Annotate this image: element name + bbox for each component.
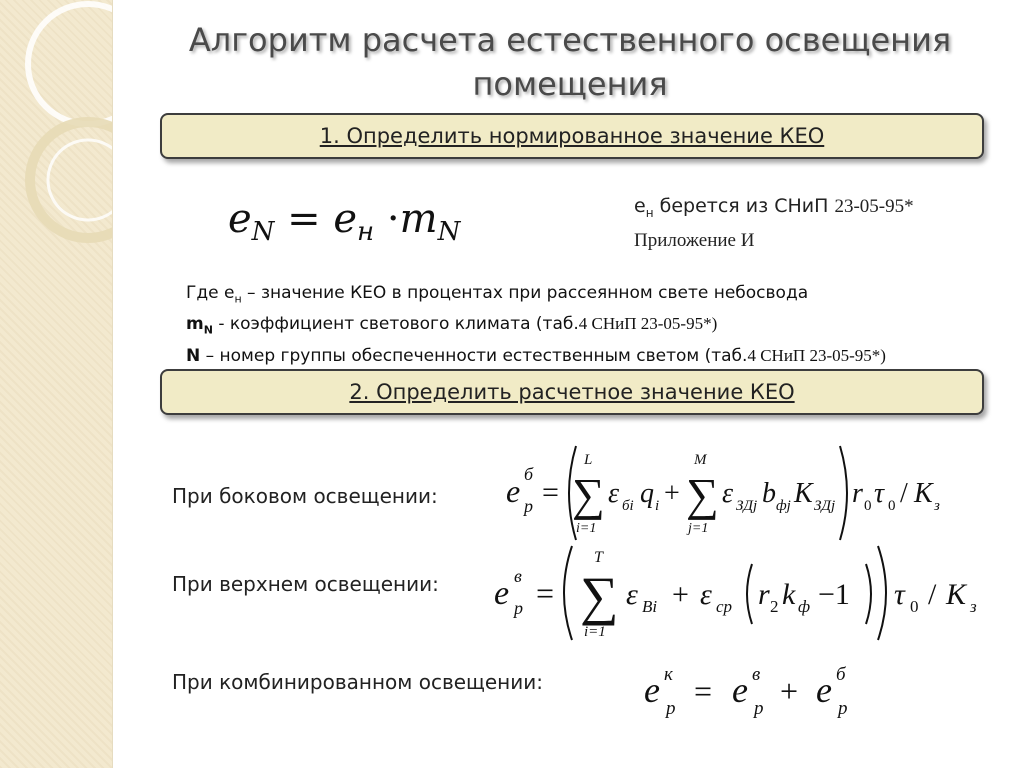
tl-t1: ε xyxy=(626,578,638,611)
tl-t1-sub: Bi xyxy=(642,597,658,616)
formula-e-sub: н xyxy=(357,217,375,247)
sl-sum1-bottom: i=1 xyxy=(576,521,597,536)
legend-line-1: Где $е_н$ – значение КЕО в процентах при рассеянном свете небосвода xyxy=(186,283,809,306)
cl-e2-sup: в xyxy=(752,664,761,685)
sl-slash: / xyxy=(900,478,908,509)
sl-sum1-top: L xyxy=(584,452,593,468)
tl-t2-sub: ср xyxy=(716,597,733,616)
tl-slash: / xyxy=(928,578,937,611)
sl-t5-sub: ЗДj xyxy=(814,498,836,514)
tl-inner-rparen xyxy=(866,564,871,624)
tl-t2: ε xyxy=(700,578,712,611)
tl-r-sub: 2 xyxy=(770,597,779,616)
sl-sum2-top: M xyxy=(694,452,707,468)
tl-k-sub: ф xyxy=(798,597,811,616)
combined-lighting-formula xyxy=(640,660,880,726)
tl-e: e xyxy=(494,575,510,612)
cl-e2-sub: р xyxy=(754,698,764,719)
legend-definitions xyxy=(186,281,886,369)
title-line-2: помещения xyxy=(472,65,668,103)
sl-sum2-bottom: j=1 xyxy=(688,521,709,536)
formula-m: m xyxy=(399,196,438,242)
tl-eq: = xyxy=(536,575,555,611)
step-2-label: 2. Определить расчетное значение КЕО xyxy=(349,380,795,404)
sl-t5: K xyxy=(794,478,813,509)
tl-K: K xyxy=(946,578,967,611)
sl-k-sub: з xyxy=(934,498,940,514)
side-lighting-label: При боковом освещении: xyxy=(172,484,438,508)
tl-sum-bottom: i=1 xyxy=(584,624,606,640)
step-1-box xyxy=(160,113,984,159)
cl-e3-sup: б xyxy=(836,664,846,685)
cl-plus: + xyxy=(780,673,799,709)
cl-e3-sub: р xyxy=(838,698,848,719)
formula-lhs: e xyxy=(228,196,252,242)
sl-tau-sub: 0 xyxy=(888,498,896,514)
source-note xyxy=(634,192,914,255)
formula-dot: · xyxy=(386,196,400,242)
tl-tau: τ xyxy=(894,578,905,611)
tl-sum-top: T xyxy=(594,549,603,566)
sl-t3-sub: ЗДj xyxy=(736,498,758,514)
sl-t2-sub: i xyxy=(655,498,660,514)
legend-line-2: $m_N$ - коэффициент светового климата (таб.4 СНиП 23-05-95*) xyxy=(186,314,718,337)
formula-m-sub: N xyxy=(437,217,461,247)
note-code: 23-05-95* xyxy=(834,196,914,217)
sl-sigma2: ∑ xyxy=(686,469,719,520)
sl-r: r xyxy=(852,478,863,509)
decorative-rings xyxy=(0,0,112,768)
title-line-1: Алгоритм расчета естественного освещения xyxy=(188,21,952,59)
tl-sigma: ∑ xyxy=(580,566,619,626)
sl-sigma1: ∑ xyxy=(572,469,605,520)
formula-e: e xyxy=(333,196,358,242)
tl-lparen xyxy=(564,546,572,640)
note-text: берется из СНиП xyxy=(653,195,835,217)
sl-tau: τ xyxy=(874,478,885,509)
combined-lighting-label: При комбинированном освещении: xyxy=(172,670,543,694)
tl-plus: + xyxy=(672,578,689,611)
tl-tau-sub: 0 xyxy=(910,597,919,616)
sl-t1-sub: бi xyxy=(622,498,634,514)
note-appendix: Приложение И xyxy=(634,229,755,251)
tl-rparen xyxy=(878,546,886,640)
tl-inner-lparen xyxy=(747,564,752,624)
side-lighting-formula xyxy=(500,440,970,546)
cl-e3: e xyxy=(816,670,832,710)
top-lighting-formula xyxy=(490,540,1000,646)
note-prefix: е xyxy=(634,195,646,217)
formula-lhs-sub: N xyxy=(251,217,275,247)
sl-e: e xyxy=(506,473,521,509)
step-2-box xyxy=(160,369,984,415)
sl-rparen xyxy=(840,446,847,540)
slide-title xyxy=(120,18,1020,106)
tl-sub: р xyxy=(514,598,523,618)
cl-e1: e xyxy=(644,670,660,710)
formula-normative-keo xyxy=(228,196,460,247)
note-prefix-sub: н xyxy=(645,205,654,220)
sl-k: K xyxy=(914,478,933,509)
sl-eq: = xyxy=(542,476,559,509)
sl-sup: б xyxy=(524,464,534,484)
sl-t4-sub: фj xyxy=(776,498,791,514)
step-1-label: 1. Определить нормированное значение КЕО xyxy=(319,124,825,148)
sl-t3: ε xyxy=(722,478,734,509)
sl-t2: q xyxy=(640,478,654,509)
sl-plus: + xyxy=(664,478,680,509)
sl-t4: b xyxy=(762,478,776,509)
top-lighting-label: При верхнем освещении: xyxy=(172,572,439,596)
sl-t1: ε xyxy=(608,478,620,509)
cl-e1-sub: р xyxy=(666,698,676,719)
cl-e1-sup: к xyxy=(664,664,673,685)
cl-e2: e xyxy=(732,670,748,710)
tl-k: k xyxy=(782,578,796,611)
decorative-side-strip xyxy=(0,0,113,768)
legend-line-3: N – номер группы обеспеченности естественным светом (таб.4 СНиП 23-05-95*) xyxy=(186,345,886,366)
tl-K-sub: з xyxy=(970,597,977,616)
formula-equals: = xyxy=(287,196,321,242)
tl-minus: −1 xyxy=(818,578,850,611)
cl-eq: = xyxy=(694,673,713,709)
tl-r: r xyxy=(758,578,770,611)
sl-sub: р xyxy=(524,496,533,516)
sl-r-sub: 0 xyxy=(864,498,872,514)
tl-sup: в xyxy=(514,566,522,586)
